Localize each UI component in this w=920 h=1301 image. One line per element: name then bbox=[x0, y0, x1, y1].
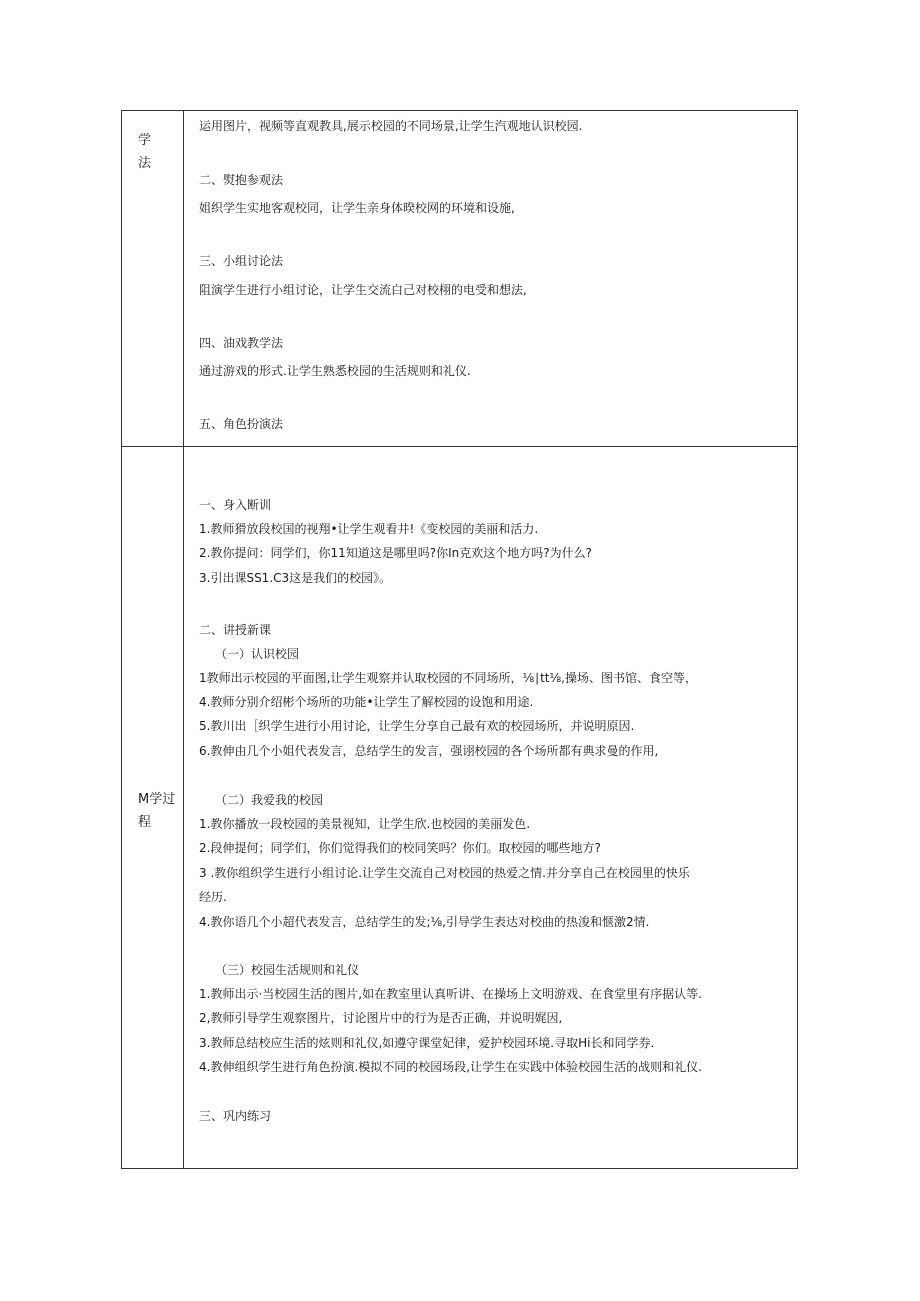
content-line: 1.教你播放一段校园的美景视知，让学生欣.也校园的美丽发色. bbox=[199, 817, 531, 831]
section-heading: 三、巩内练习 bbox=[199, 1109, 272, 1123]
row-label-line: 程 bbox=[138, 815, 152, 830]
row-label bbox=[138, 129, 151, 175]
section-heading: 二、讲授新课 bbox=[199, 623, 272, 637]
sub-heading: （三）校园生活规则和礼仪 bbox=[215, 963, 360, 977]
lesson-plan-table bbox=[121, 110, 798, 1169]
content-line: 通过游戏的形式.让学生熟悉校园的生活规则和礼仪. bbox=[199, 364, 471, 378]
row-content bbox=[199, 110, 789, 446]
table-border-right bbox=[797, 110, 798, 1169]
content-line: 1.教师出示·当校园生活的图片,如在教室里认真听讲、在操场上文明游戏、在食堂里有序据认等. bbox=[199, 987, 702, 1001]
content-line: 姐织学生实地客观校同，让学生亲身体暌校网的环境和设施, bbox=[199, 201, 515, 215]
row-label-line: 学 bbox=[138, 133, 152, 148]
column-divider bbox=[183, 110, 184, 1169]
content-line: 5.教川出［织学生进行小用讨论，让学生分享自己最有欢的校园场所，并说明原因. bbox=[199, 719, 635, 733]
row-divider bbox=[121, 446, 798, 447]
content-line: 经历. bbox=[199, 890, 227, 904]
row-content bbox=[199, 446, 789, 1169]
content-line: 3.引出课SS1.C3这是我们的校园》。 bbox=[199, 571, 392, 585]
section-heading: 三、小组讨论法 bbox=[199, 254, 284, 268]
content-line: 1教师出示校园的平面图,让学生观察并认取校园的不同场所，⅛∣tt⅛,操场、图书馆、食空等， bbox=[199, 671, 697, 685]
content-line: 4.教你语几个小超代表发言，总结学生的发;⅛,引导学生表达对校曲的热浚和惬激2情. bbox=[199, 915, 650, 929]
row-label-line: M学过 bbox=[138, 792, 176, 807]
row-teaching-process bbox=[121, 446, 798, 1169]
table-border-bottom bbox=[121, 1168, 798, 1169]
table-border-left bbox=[121, 110, 122, 1169]
section-heading: 一、身入断训 bbox=[199, 498, 272, 512]
content-line: 3.教师总结校应生活的炫则和礼仪,如遵守课堂妃律，爱护校园环境.寻取Hi长和同学券. bbox=[199, 1036, 655, 1050]
sub-heading: （一）认识校园 bbox=[215, 647, 300, 661]
sub-heading: （二）我爱我的校园 bbox=[215, 793, 324, 807]
content-line: 2.段伸提何；同学们，你们觉得我们的校同笑吗？你们。取校园的哪些地方? bbox=[199, 841, 601, 855]
content-line: 3 .教你组织学生进行小组讨论.让学生交流自己对校园的热爱之情.并分享自己在校园里的快乐 bbox=[199, 866, 690, 880]
row-label-line: 法 bbox=[138, 156, 152, 171]
row-label bbox=[138, 788, 175, 834]
content-line: 4.教师分别介绍彬个场所的功能•让学生了解校园的设饱和用途. bbox=[199, 695, 534, 709]
section-heading: 二、熨抱参观法 bbox=[199, 173, 284, 187]
content-line: 1.教师猾放段校国的视翔•让学生观看井!《变校园的美丽和活力. bbox=[199, 522, 539, 536]
content-line: 阻演学生进行小组讨论，让学生交流白己对校栩的电受和想法, bbox=[199, 283, 527, 297]
content-line: 运用图片，视频等直观教具,展示校园的不同场景,让学生汽观地认识校园. bbox=[199, 119, 583, 133]
table-border-top bbox=[121, 110, 798, 111]
row-study-method bbox=[121, 110, 798, 446]
content-line: 2,教师引导学生观察图片，讨论图片中的行为是否正确，并说明娓因, bbox=[199, 1011, 563, 1025]
content-line: 6.教伸由几个小姐代表发言，总结学生的发言，强诩校园的各个场所都有典求曼的作用, bbox=[199, 744, 659, 758]
content-line: 2.教你提问：同学们，你11知道这是哪里吗?你In克欢这个地方吗?为什么? bbox=[199, 546, 592, 560]
section-heading: 五、角色扮演法 bbox=[199, 417, 284, 431]
content-line: 4.教伸组织学生进行角色扮演.模拟不同的校园场段,让学生在实践中体验校园生活的战则和礼仪. bbox=[199, 1060, 702, 1074]
section-heading: 四、油戏教学法 bbox=[199, 336, 284, 350]
